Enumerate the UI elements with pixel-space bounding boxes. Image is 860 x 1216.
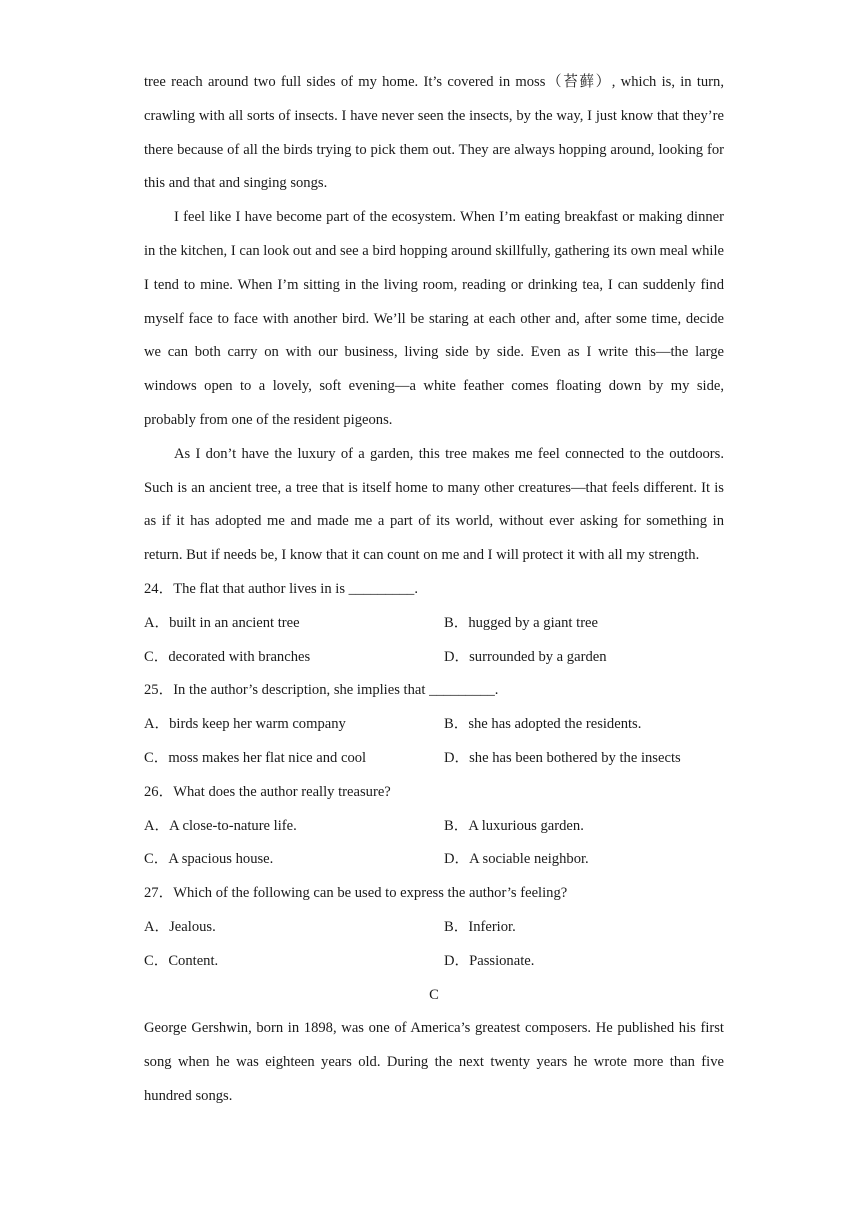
question-26 [144, 776, 724, 877]
option-row [144, 810, 724, 844]
question-stem: 24．The flat that author lives in is _________. [144, 580, 418, 597]
option-row [144, 911, 724, 945]
option-c: C．moss makes her flat nice and cool [144, 749, 367, 766]
option-a: A．built in an ancient tree [144, 614, 300, 631]
question-27 [144, 877, 724, 978]
option-row [144, 843, 724, 877]
option-a: A．A close-to-nature life. [144, 817, 297, 834]
option-c: C．Content. [144, 952, 219, 969]
passage-c-paragraph-1: George Gershwin, born in 1898, was one of America’s greatest composers. He published his first song when he was eighteen years old. During the next twenty years he wrote more than five hundred songs. [144, 1020, 724, 1104]
option-b: B．A luxurious garden. [444, 817, 584, 834]
option-d: D．A sociable neighbor. [444, 851, 589, 868]
option-a: A．birds keep her warm company [144, 716, 346, 733]
option-c: C．decorated with branches [144, 648, 311, 665]
question-stem: 25．In the author’s description, she implies that _________. [144, 682, 499, 699]
option-d: D．surrounded by a garden [444, 648, 607, 665]
option-row [144, 708, 724, 742]
passage-b-paragraph-1: tree reach around two full sides of my home. It’s covered in moss（苔藓）, which is, in turn, crawling with all sorts of insects. I have never seen the insects, by the way, I just know that they’re there because of all the birds trying to pick them out. They are always hopping around, looking for this and that and singing songs. [144, 74, 724, 192]
option-b: B．Inferior. [444, 918, 516, 935]
page-content [144, 66, 724, 1114]
option-row [144, 641, 724, 675]
option-d: D．she has been bothered by the insects [444, 749, 681, 766]
passage-b-paragraph-2: I feel like I have become part of the ecosystem. When I’m eating breakfast or making dinner in the kitchen, I can look out and see a bird hopping around skillfully, gathering its own meal while I tend to mine. When I’m sitting in the living room, reading or drinking tea, I can suddenly find myself face to face with another bird. We’ll be staring at each other and, after some time, decide we can both carry on with our business, living side by side. Even as I write this—the large windows open to a lovely, soft evening—a white feather comes floating down by my side, probably from one of the resident pigeons. [144, 209, 724, 428]
option-row [144, 945, 724, 979]
question-stem: 26．What does the author really treasure? [144, 783, 391, 800]
option-c: C．A spacious house. [144, 851, 274, 868]
option-row [144, 742, 724, 776]
option-b: B．hugged by a giant tree [444, 614, 599, 631]
option-row [144, 607, 724, 641]
option-a: A．Jealous. [144, 918, 216, 935]
option-b: B．she has adopted the residents. [444, 716, 642, 733]
section-heading-c: C [429, 986, 439, 1003]
question-24 [144, 573, 724, 674]
question-25 [144, 674, 724, 775]
passage-b-paragraph-3: As I don’t have the luxury of a garden, this tree makes me feel connected to the outdoors. Such is an ancient tree, a tree that is itself home to many other creatures—that feels different. It is as if it has adopted me and made me a part of its world, without ever asking for something in return. But if needs be, I know that it can count on me and I will protect it with all my strength. [144, 445, 724, 564]
question-stem: 27．Which of the following can be used to express the author’s feeling? [144, 885, 568, 902]
option-d: D．Passionate. [444, 952, 535, 969]
